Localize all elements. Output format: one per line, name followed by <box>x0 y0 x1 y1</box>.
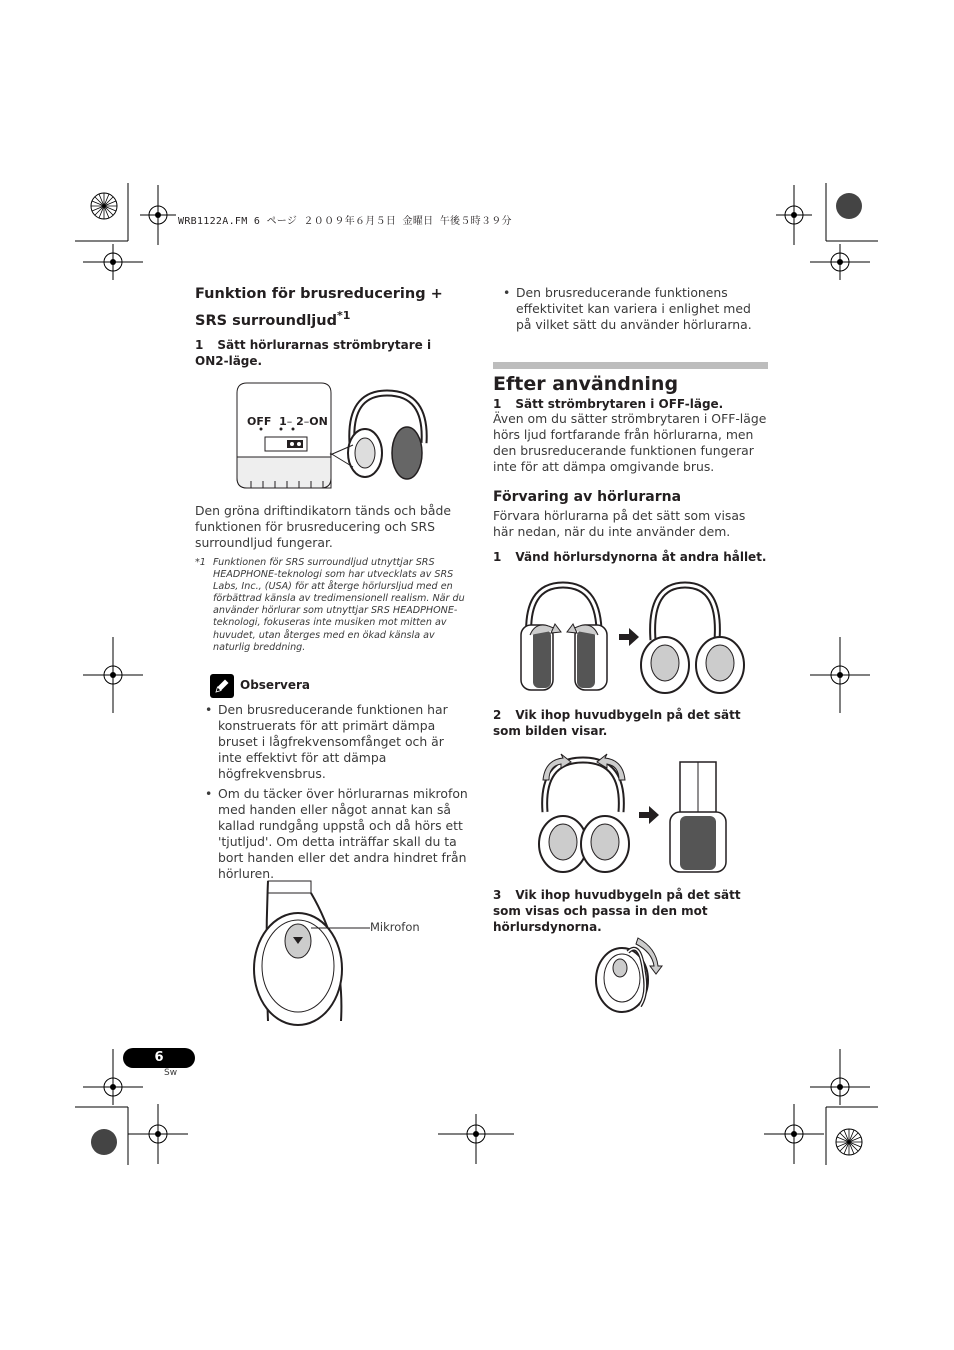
switch-2-label: 2 <box>296 415 304 428</box>
section-divider <box>493 362 768 369</box>
switch-off-label: OFF <box>247 415 272 428</box>
step-number: 1 <box>493 397 502 411</box>
switch-illustration <box>237 383 437 498</box>
step-number: 1 <box>493 550 502 564</box>
print-header: WRB1122A.FM 6 ページ ２００９年６月５日 金曜日 午後５時３９分 <box>178 216 512 227</box>
step-turn-cushions <box>493 549 768 565</box>
step-fold-band <box>493 707 768 739</box>
microphone-label: Mikrofon <box>370 920 420 934</box>
off-paragraph: Även om du sätter strömbrytaren i OFF-läge hörs ljud fortfarande från hörlurarna, men den brusreducerande funktionen fungerar inte för att dämpa omgivande brus. <box>493 411 767 474</box>
step-text: Vik ihop huvudbygeln på det sätt som bilden visar. <box>493 708 741 738</box>
footnote-ref: *1 <box>336 309 351 322</box>
step-text: Sätt strömbrytaren i OFF-läge. <box>515 397 724 411</box>
footnote-text: Funktionen för SRS surroundljud utnyttjar SRS HEADPHONE-teknologi som har utvecklats av SRS Labs, Inc., (USA) för att återge hörlursljud med en förbättrad känsla av tredimensionell realism. När du använder hörlurar som utnyttjar SRS HEADPHONE-teknologi, fokuseras inte musiken mot mitten av huvudet, utan återges med en ökad känsla av naturlig breddning. <box>213 557 465 653</box>
step-number: 2 <box>493 708 502 722</box>
fold-band-illustration <box>535 752 745 877</box>
list-item: • Om du täcker över hörlurarnas mikrofon med handen eller något annat kan så kallad rundgång uppstå och då hörs ett 'tjutljud'. Om detta inträffar skall du ta bort handen eller det andra hindret från hörluren. <box>195 786 470 882</box>
note-title: Observera <box>240 678 310 692</box>
microphone-illustration <box>253 881 383 1021</box>
list-item: • Den brusreducerande funktionens effektivitet kan variera i enlighet med på vilket sätt du använder hörlurarna. <box>493 285 768 333</box>
step-text: Vänd hörlursdynorna åt andra hållet. <box>515 550 767 564</box>
top-bullets <box>493 285 768 337</box>
section-heading-noise-reduction <box>195 284 470 332</box>
footnote-mark: *1 <box>195 557 206 568</box>
step-number: 1 <box>195 338 204 352</box>
storage-paragraph: Förvara hörlurarna på det sätt som visas här nedan, när du inte använder dem. <box>493 508 746 539</box>
note-bullets <box>195 702 470 886</box>
step-off <box>493 396 768 412</box>
switch-labels: OFF 1– 2–ON <box>247 415 328 428</box>
switch-1-label: 1 <box>279 415 287 428</box>
list-item: • Den brusreducerande funktionen har konstruerats för att primärt dämpa bruset i lågfrekvensomfånget och är inte effektivt för att dämpa högfrekvensbrus. <box>195 702 470 782</box>
turn-cushions-illustration <box>515 580 765 695</box>
section-title-after-use: Efter användning <box>493 373 679 395</box>
step-fold-fit <box>493 887 770 935</box>
switch-on-label: ON <box>309 415 328 428</box>
heading-text: Funktion för brusreducering + SRS surroundljud <box>195 286 443 329</box>
fold-fit-illustration <box>592 932 672 1017</box>
page-number: 6 <box>123 1048 195 1068</box>
subsection-title-storage: Förvaring av hörlurarna <box>493 489 682 505</box>
step-number: 3 <box>493 888 502 902</box>
note-icon <box>210 674 234 698</box>
language-code: Sw <box>164 1068 178 1078</box>
step-on2 <box>195 337 463 369</box>
indicator-paragraph: Den gröna driftindikatorn tänds och både funktionen för brusreducering och SRS surroundljud fungerar. <box>195 503 451 550</box>
step-text: Vik ihop huvudbygeln på det sätt som visas och passa in den mot hörlursdynorna. <box>493 888 741 934</box>
step-text: Sätt hörlurarnas strömbrytare i ON2-läge. <box>195 338 432 368</box>
